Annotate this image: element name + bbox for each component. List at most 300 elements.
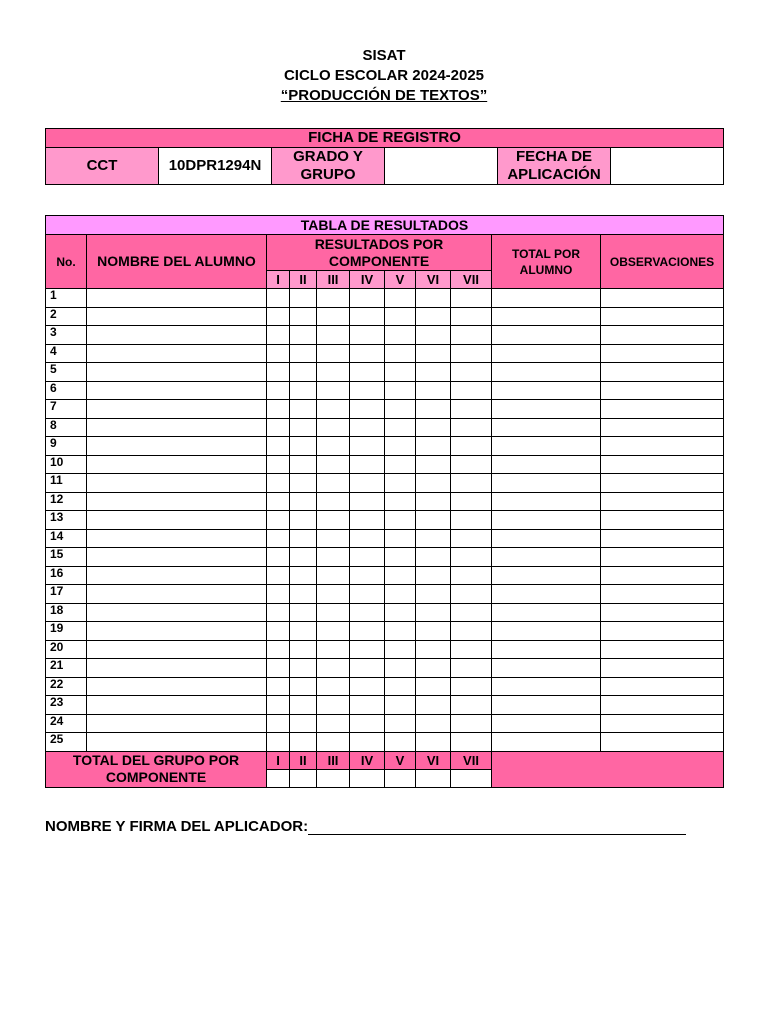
component-iv-cell[interactable] bbox=[350, 289, 385, 308]
observaciones-cell[interactable] bbox=[601, 714, 724, 733]
component-i-cell[interactable] bbox=[267, 640, 290, 659]
grado-grupo-value[interactable] bbox=[385, 148, 498, 185]
total-cell[interactable] bbox=[492, 492, 601, 511]
total-cell[interactable] bbox=[492, 289, 601, 308]
table-row bbox=[46, 455, 724, 474]
component-i-cell[interactable] bbox=[267, 622, 290, 641]
table-row bbox=[46, 677, 724, 696]
component-ii-cell[interactable] bbox=[290, 566, 317, 585]
component-v-cell[interactable] bbox=[385, 307, 416, 326]
component-vii-cell[interactable] bbox=[451, 400, 492, 419]
component-vii-cell[interactable] bbox=[451, 603, 492, 622]
student-name-cell[interactable] bbox=[87, 622, 267, 641]
component-iii-cell[interactable] bbox=[317, 474, 350, 493]
component-i-cell[interactable] bbox=[267, 326, 290, 345]
doc-title-wrapper bbox=[0, 86, 768, 105]
table-row bbox=[46, 326, 724, 345]
total-cell[interactable] bbox=[492, 437, 601, 456]
component-iv-cell[interactable] bbox=[350, 307, 385, 326]
component-iv-cell[interactable] bbox=[350, 659, 385, 678]
ficha-registro-table bbox=[45, 128, 724, 185]
component-iv-cell[interactable] bbox=[350, 455, 385, 474]
total-cell[interactable] bbox=[492, 566, 601, 585]
component-iii-cell[interactable] bbox=[317, 714, 350, 733]
component-ii-cell[interactable] bbox=[290, 492, 317, 511]
observaciones-cell[interactable] bbox=[601, 585, 724, 604]
component-ii-cell[interactable] bbox=[290, 677, 317, 696]
component-v-cell[interactable] bbox=[385, 640, 416, 659]
component-ii-cell[interactable] bbox=[290, 344, 317, 363]
student-name-cell[interactable] bbox=[87, 289, 267, 308]
component-iv-cell[interactable] bbox=[350, 548, 385, 567]
component-vii-cell[interactable] bbox=[451, 548, 492, 567]
component-v-cell[interactable] bbox=[385, 696, 416, 715]
component-v-cell[interactable] bbox=[385, 381, 416, 400]
row-number: 18 bbox=[46, 603, 87, 622]
component-vii-cell[interactable] bbox=[451, 714, 492, 733]
component-iv-cell[interactable] bbox=[350, 418, 385, 437]
student-name-cell[interactable] bbox=[87, 400, 267, 419]
total-component-header-vii: VII bbox=[451, 751, 492, 769]
total-component-ii-cell[interactable] bbox=[290, 769, 317, 787]
total-cell[interactable] bbox=[492, 677, 601, 696]
component-ii-cell[interactable] bbox=[290, 733, 317, 752]
component-ii-cell[interactable] bbox=[290, 585, 317, 604]
student-name-cell[interactable] bbox=[87, 714, 267, 733]
component-i-cell[interactable] bbox=[267, 418, 290, 437]
total-cell[interactable] bbox=[492, 418, 601, 437]
component-ii-cell[interactable] bbox=[290, 326, 317, 345]
component-ii-cell[interactable] bbox=[290, 418, 317, 437]
component-vi-cell[interactable] bbox=[416, 529, 451, 548]
observaciones-cell[interactable] bbox=[601, 511, 724, 530]
component-iii-cell[interactable] bbox=[317, 659, 350, 678]
observaciones-cell[interactable] bbox=[601, 474, 724, 493]
total-component-vi-cell[interactable] bbox=[416, 769, 451, 787]
row-number: 19 bbox=[46, 622, 87, 641]
total-cell[interactable] bbox=[492, 400, 601, 419]
component-iv-cell[interactable] bbox=[350, 640, 385, 659]
observaciones-cell[interactable] bbox=[601, 289, 724, 308]
component-iii-cell[interactable] bbox=[317, 733, 350, 752]
total-cell[interactable] bbox=[492, 640, 601, 659]
student-name-cell[interactable] bbox=[87, 603, 267, 622]
component-iii-cell[interactable] bbox=[317, 344, 350, 363]
student-name-cell[interactable] bbox=[87, 733, 267, 752]
component-vii-cell[interactable] bbox=[451, 696, 492, 715]
component-v-cell[interactable] bbox=[385, 289, 416, 308]
row-number: 12 bbox=[46, 492, 87, 511]
grado-grupo-label: GRADO Y GRUPO bbox=[272, 148, 385, 185]
total-component-i-cell[interactable] bbox=[267, 769, 290, 787]
component-vi-cell[interactable] bbox=[416, 307, 451, 326]
total-cell[interactable] bbox=[492, 511, 601, 530]
col-header-resultados: RESULTADOS POR COMPONENTE bbox=[267, 235, 492, 271]
component-ii-cell[interactable] bbox=[290, 640, 317, 659]
component-vi-cell[interactable] bbox=[416, 437, 451, 456]
component-vi-cell[interactable] bbox=[416, 603, 451, 622]
component-iii-cell[interactable] bbox=[317, 455, 350, 474]
table-row bbox=[46, 400, 724, 419]
component-vi-cell[interactable] bbox=[416, 492, 451, 511]
component-vii-cell[interactable] bbox=[451, 529, 492, 548]
component-iii-cell[interactable] bbox=[317, 548, 350, 567]
component-iii-cell[interactable] bbox=[317, 492, 350, 511]
component-v-cell[interactable] bbox=[385, 455, 416, 474]
component-v-cell[interactable] bbox=[385, 566, 416, 585]
component-v-cell[interactable] bbox=[385, 714, 416, 733]
component-vi-cell[interactable] bbox=[416, 659, 451, 678]
component-i-cell[interactable] bbox=[267, 492, 290, 511]
component-i-cell[interactable] bbox=[267, 381, 290, 400]
component-vii-cell[interactable] bbox=[451, 455, 492, 474]
component-iii-cell[interactable] bbox=[317, 585, 350, 604]
component-vii-cell[interactable] bbox=[451, 677, 492, 696]
component-iv-cell[interactable] bbox=[350, 400, 385, 419]
component-vi-cell[interactable] bbox=[416, 677, 451, 696]
component-ii-cell[interactable] bbox=[290, 289, 317, 308]
table-row bbox=[46, 585, 724, 604]
total-cell[interactable] bbox=[492, 326, 601, 345]
student-name-cell[interactable] bbox=[87, 381, 267, 400]
row-number: 3 bbox=[46, 326, 87, 345]
total-component-iv-cell[interactable] bbox=[350, 769, 385, 787]
observaciones-cell[interactable] bbox=[601, 492, 724, 511]
component-v-cell[interactable] bbox=[385, 326, 416, 345]
observaciones-cell[interactable] bbox=[601, 363, 724, 382]
component-iv-cell[interactable] bbox=[350, 585, 385, 604]
component-i-cell[interactable] bbox=[267, 307, 290, 326]
component-vii-cell[interactable] bbox=[451, 659, 492, 678]
component-i-cell[interactable] bbox=[267, 548, 290, 567]
component-i-cell[interactable] bbox=[267, 714, 290, 733]
student-name-cell[interactable] bbox=[87, 363, 267, 382]
component-header-vi: VI bbox=[416, 271, 451, 289]
component-vi-cell[interactable] bbox=[416, 511, 451, 530]
component-vi-cell[interactable] bbox=[416, 289, 451, 308]
observaciones-cell[interactable] bbox=[601, 418, 724, 437]
component-vii-cell[interactable] bbox=[451, 640, 492, 659]
total-component-v-cell[interactable] bbox=[385, 769, 416, 787]
observaciones-cell[interactable] bbox=[601, 381, 724, 400]
component-vi-cell[interactable] bbox=[416, 548, 451, 567]
component-v-cell[interactable] bbox=[385, 492, 416, 511]
component-iii-cell[interactable] bbox=[317, 511, 350, 530]
observaciones-cell[interactable] bbox=[601, 400, 724, 419]
component-v-cell[interactable] bbox=[385, 363, 416, 382]
component-iv-cell[interactable] bbox=[350, 437, 385, 456]
student-name-cell[interactable] bbox=[87, 659, 267, 678]
total-component-vii-cell[interactable] bbox=[451, 769, 492, 787]
resultados-title: TABLA DE RESULTADOS bbox=[46, 216, 724, 235]
component-iii-cell[interactable] bbox=[317, 363, 350, 382]
component-i-cell[interactable] bbox=[267, 603, 290, 622]
component-i-cell[interactable] bbox=[267, 455, 290, 474]
component-vii-cell[interactable] bbox=[451, 492, 492, 511]
student-name-cell[interactable] bbox=[87, 474, 267, 493]
component-iv-cell[interactable] bbox=[350, 381, 385, 400]
observaciones-cell[interactable] bbox=[601, 529, 724, 548]
component-header-ii: II bbox=[290, 271, 317, 289]
component-i-cell[interactable] bbox=[267, 400, 290, 419]
component-vii-cell[interactable] bbox=[451, 566, 492, 585]
component-v-cell[interactable] bbox=[385, 344, 416, 363]
total-grupo-filler bbox=[492, 751, 724, 787]
table-row bbox=[46, 437, 724, 456]
component-ii-cell[interactable] bbox=[290, 474, 317, 493]
student-name-cell[interactable] bbox=[87, 529, 267, 548]
total-cell[interactable] bbox=[492, 548, 601, 567]
component-vi-cell[interactable] bbox=[416, 381, 451, 400]
total-component-iii-cell[interactable] bbox=[317, 769, 350, 787]
signature-line[interactable] bbox=[308, 818, 686, 835]
student-name-cell[interactable] bbox=[87, 585, 267, 604]
observaciones-cell[interactable] bbox=[601, 603, 724, 622]
component-i-cell[interactable] bbox=[267, 474, 290, 493]
observaciones-cell[interactable] bbox=[601, 566, 724, 585]
component-i-cell[interactable] bbox=[267, 696, 290, 715]
component-vii-cell[interactable] bbox=[451, 363, 492, 382]
component-ii-cell[interactable] bbox=[290, 659, 317, 678]
total-cell[interactable] bbox=[492, 659, 601, 678]
component-vii-cell[interactable] bbox=[451, 381, 492, 400]
student-name-cell[interactable] bbox=[87, 640, 267, 659]
component-i-cell[interactable] bbox=[267, 733, 290, 752]
component-vi-cell[interactable] bbox=[416, 418, 451, 437]
doc-title-produccion: “PRODUCCIÓN DE TEXTOS” bbox=[280, 87, 488, 104]
observaciones-cell[interactable] bbox=[601, 326, 724, 345]
component-ii-cell[interactable] bbox=[290, 529, 317, 548]
component-iv-cell[interactable] bbox=[350, 326, 385, 345]
component-header-i: I bbox=[267, 271, 290, 289]
observaciones-cell[interactable] bbox=[601, 696, 724, 715]
component-iv-cell[interactable] bbox=[350, 603, 385, 622]
total-cell[interactable] bbox=[492, 307, 601, 326]
component-i-cell[interactable] bbox=[267, 437, 290, 456]
student-name-cell[interactable] bbox=[87, 696, 267, 715]
component-iv-cell[interactable] bbox=[350, 492, 385, 511]
observaciones-cell[interactable] bbox=[601, 622, 724, 641]
total-cell[interactable] bbox=[492, 714, 601, 733]
component-vii-cell[interactable] bbox=[451, 344, 492, 363]
student-name-cell[interactable] bbox=[87, 437, 267, 456]
table-row bbox=[46, 289, 724, 308]
student-name-cell[interactable] bbox=[87, 492, 267, 511]
component-iii-cell[interactable] bbox=[317, 603, 350, 622]
component-v-cell[interactable] bbox=[385, 733, 416, 752]
component-vi-cell[interactable] bbox=[416, 566, 451, 585]
component-vi-cell[interactable] bbox=[416, 696, 451, 715]
observaciones-cell[interactable] bbox=[601, 677, 724, 696]
component-vii-cell[interactable] bbox=[451, 437, 492, 456]
total-cell[interactable] bbox=[492, 733, 601, 752]
component-v-cell[interactable] bbox=[385, 418, 416, 437]
component-ii-cell[interactable] bbox=[290, 603, 317, 622]
component-iv-cell[interactable] bbox=[350, 529, 385, 548]
component-ii-cell[interactable] bbox=[290, 363, 317, 382]
table-row bbox=[46, 492, 724, 511]
total-cell[interactable] bbox=[492, 344, 601, 363]
component-vi-cell[interactable] bbox=[416, 622, 451, 641]
component-v-cell[interactable] bbox=[385, 474, 416, 493]
total-cell[interactable] bbox=[492, 363, 601, 382]
col-header-no: No. bbox=[46, 235, 87, 289]
component-iv-cell[interactable] bbox=[350, 622, 385, 641]
component-i-cell[interactable] bbox=[267, 289, 290, 308]
row-number: 23 bbox=[46, 696, 87, 715]
total-cell[interactable] bbox=[492, 381, 601, 400]
component-vii-cell[interactable] bbox=[451, 307, 492, 326]
component-vii-cell[interactable] bbox=[451, 585, 492, 604]
table-row bbox=[46, 418, 724, 437]
component-v-cell[interactable] bbox=[385, 511, 416, 530]
observaciones-cell[interactable] bbox=[601, 455, 724, 474]
component-vi-cell[interactable] bbox=[416, 585, 451, 604]
component-iii-cell[interactable] bbox=[317, 640, 350, 659]
component-iii-cell[interactable] bbox=[317, 529, 350, 548]
row-number: 4 bbox=[46, 344, 87, 363]
total-cell[interactable] bbox=[492, 696, 601, 715]
component-vii-cell[interactable] bbox=[451, 289, 492, 308]
component-iii-cell[interactable] bbox=[317, 289, 350, 308]
total-cell[interactable] bbox=[492, 529, 601, 548]
total-cell[interactable] bbox=[492, 474, 601, 493]
row-number: 24 bbox=[46, 714, 87, 733]
component-ii-cell[interactable] bbox=[290, 437, 317, 456]
component-v-cell[interactable] bbox=[385, 677, 416, 696]
component-ii-cell[interactable] bbox=[290, 400, 317, 419]
component-ii-cell[interactable] bbox=[290, 622, 317, 641]
component-iii-cell[interactable] bbox=[317, 566, 350, 585]
total-component-header-i: I bbox=[267, 751, 290, 769]
total-cell[interactable] bbox=[492, 603, 601, 622]
component-v-cell[interactable] bbox=[385, 529, 416, 548]
component-iii-cell[interactable] bbox=[317, 696, 350, 715]
component-iii-cell[interactable] bbox=[317, 622, 350, 641]
component-vi-cell[interactable] bbox=[416, 344, 451, 363]
component-i-cell[interactable] bbox=[267, 659, 290, 678]
component-vi-cell[interactable] bbox=[416, 400, 451, 419]
row-number: 15 bbox=[46, 548, 87, 567]
component-ii-cell[interactable] bbox=[290, 307, 317, 326]
component-vi-cell[interactable] bbox=[416, 640, 451, 659]
table-row bbox=[46, 307, 724, 326]
student-name-cell[interactable] bbox=[87, 566, 267, 585]
component-i-cell[interactable] bbox=[267, 511, 290, 530]
component-ii-cell[interactable] bbox=[290, 714, 317, 733]
component-vi-cell[interactable] bbox=[416, 733, 451, 752]
component-iii-cell[interactable] bbox=[317, 400, 350, 419]
component-ii-cell[interactable] bbox=[290, 696, 317, 715]
component-iv-cell[interactable] bbox=[350, 733, 385, 752]
component-iv-cell[interactable] bbox=[350, 566, 385, 585]
observaciones-cell[interactable] bbox=[601, 344, 724, 363]
total-component-header-ii: II bbox=[290, 751, 317, 769]
component-v-cell[interactable] bbox=[385, 659, 416, 678]
component-vii-cell[interactable] bbox=[451, 474, 492, 493]
observaciones-cell[interactable] bbox=[601, 307, 724, 326]
component-vii-cell[interactable] bbox=[451, 418, 492, 437]
component-v-cell[interactable] bbox=[385, 437, 416, 456]
component-vii-cell[interactable] bbox=[451, 326, 492, 345]
component-vi-cell[interactable] bbox=[416, 455, 451, 474]
component-vi-cell[interactable] bbox=[416, 474, 451, 493]
component-iii-cell[interactable] bbox=[317, 326, 350, 345]
fecha-aplicacion-value[interactable] bbox=[611, 148, 724, 185]
observaciones-cell[interactable] bbox=[601, 548, 724, 567]
student-name-cell[interactable] bbox=[87, 677, 267, 696]
component-i-cell[interactable] bbox=[267, 677, 290, 696]
component-iv-cell[interactable] bbox=[350, 344, 385, 363]
component-iv-cell[interactable] bbox=[350, 474, 385, 493]
component-v-cell[interactable] bbox=[385, 400, 416, 419]
component-iv-cell[interactable] bbox=[350, 363, 385, 382]
component-iv-cell[interactable] bbox=[350, 511, 385, 530]
component-vii-cell[interactable] bbox=[451, 622, 492, 641]
student-name-cell[interactable] bbox=[87, 455, 267, 474]
component-vi-cell[interactable] bbox=[416, 326, 451, 345]
component-vi-cell[interactable] bbox=[416, 714, 451, 733]
student-name-cell[interactable] bbox=[87, 344, 267, 363]
component-v-cell[interactable] bbox=[385, 585, 416, 604]
component-iv-cell[interactable] bbox=[350, 696, 385, 715]
component-iii-cell[interactable] bbox=[317, 307, 350, 326]
component-ii-cell[interactable] bbox=[290, 511, 317, 530]
component-v-cell[interactable] bbox=[385, 603, 416, 622]
component-ii-cell[interactable] bbox=[290, 548, 317, 567]
table-row bbox=[46, 511, 724, 530]
observaciones-cell[interactable] bbox=[601, 640, 724, 659]
observaciones-cell[interactable] bbox=[601, 733, 724, 752]
component-ii-cell[interactable] bbox=[290, 381, 317, 400]
component-v-cell[interactable] bbox=[385, 548, 416, 567]
total-cell[interactable] bbox=[492, 622, 601, 641]
total-cell[interactable] bbox=[492, 455, 601, 474]
component-iii-cell[interactable] bbox=[317, 418, 350, 437]
table-row bbox=[46, 363, 724, 382]
component-i-cell[interactable] bbox=[267, 585, 290, 604]
student-name-cell[interactable] bbox=[87, 326, 267, 345]
total-cell[interactable] bbox=[492, 585, 601, 604]
component-i-cell[interactable] bbox=[267, 344, 290, 363]
table-row bbox=[46, 474, 724, 493]
component-ii-cell[interactable] bbox=[290, 455, 317, 474]
table-row bbox=[46, 344, 724, 363]
row-number: 1 bbox=[46, 289, 87, 308]
component-iii-cell[interactable] bbox=[317, 677, 350, 696]
component-iv-cell[interactable] bbox=[350, 714, 385, 733]
component-i-cell[interactable] bbox=[267, 363, 290, 382]
observaciones-cell[interactable] bbox=[601, 437, 724, 456]
row-number: 8 bbox=[46, 418, 87, 437]
observaciones-cell[interactable] bbox=[601, 659, 724, 678]
student-name-cell[interactable] bbox=[87, 511, 267, 530]
component-vii-cell[interactable] bbox=[451, 733, 492, 752]
component-vii-cell[interactable] bbox=[451, 511, 492, 530]
student-name-cell[interactable] bbox=[87, 418, 267, 437]
student-name-cell[interactable] bbox=[87, 548, 267, 567]
tabla-resultados bbox=[45, 215, 724, 788]
component-i-cell[interactable] bbox=[267, 566, 290, 585]
student-name-cell[interactable] bbox=[87, 307, 267, 326]
cct-value[interactable]: 10DPR1294N bbox=[159, 148, 272, 185]
component-v-cell[interactable] bbox=[385, 622, 416, 641]
component-i-cell[interactable] bbox=[267, 529, 290, 548]
component-iv-cell[interactable] bbox=[350, 677, 385, 696]
component-vi-cell[interactable] bbox=[416, 363, 451, 382]
component-iii-cell[interactable] bbox=[317, 381, 350, 400]
component-iii-cell[interactable] bbox=[317, 437, 350, 456]
